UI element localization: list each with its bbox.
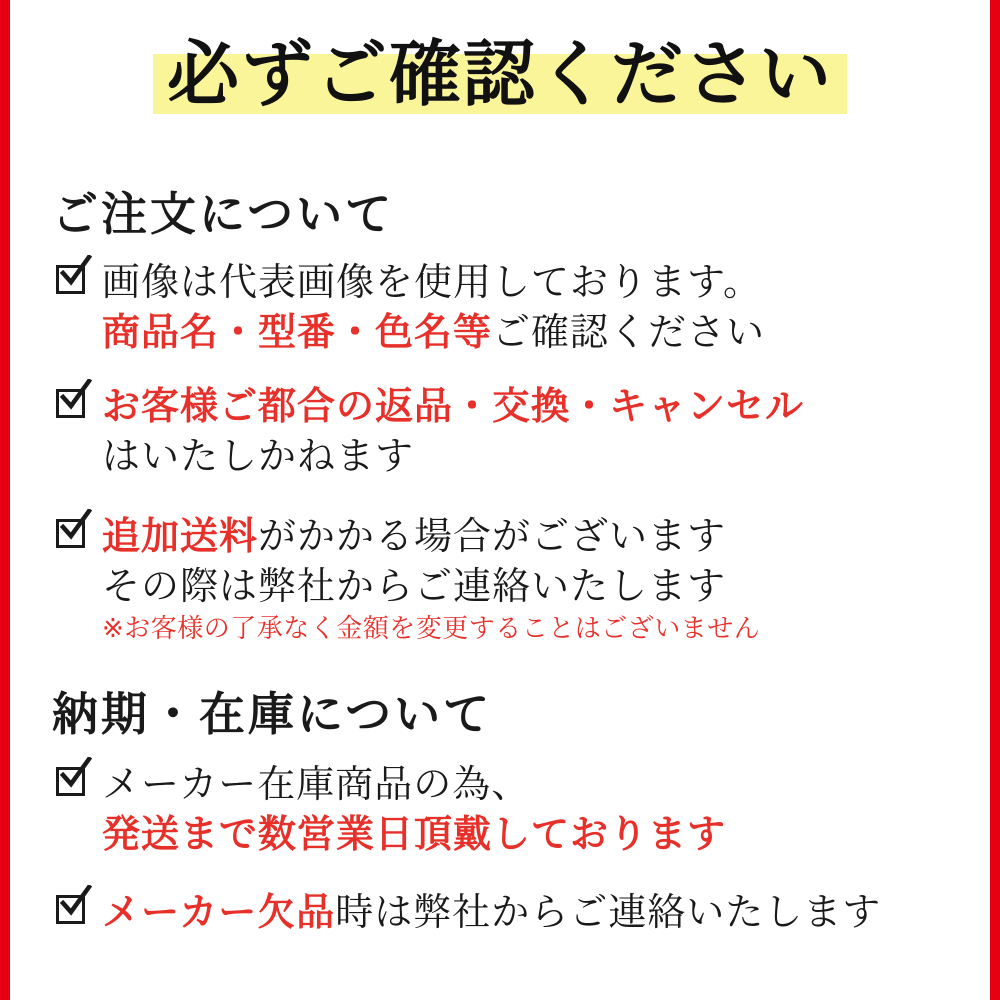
title-inner <box>153 30 847 120</box>
text-run: はいたしかねます <box>102 436 415 479</box>
list-item-lines <box>102 512 974 646</box>
text-run: 画像は代表画像を使用しております。 <box>102 262 762 304</box>
notice-content <box>10 0 990 1000</box>
list-item-line <box>102 888 974 938</box>
page-title-text: 必ずご確認ください <box>166 35 833 115</box>
list-item-line <box>102 760 974 810</box>
list-item-note <box>102 612 974 646</box>
list-item-lines <box>102 888 974 938</box>
text-run-red: 追加送料 <box>102 516 259 558</box>
list-item-line <box>102 512 974 562</box>
checkbox-checked-icon <box>54 262 90 298</box>
text-run-note: ※お客様の了承なく金額を変更することはございません <box>102 613 761 644</box>
checkbox-checked-icon <box>54 892 90 928</box>
list-item-line <box>102 308 974 358</box>
list-item <box>54 760 974 860</box>
text-run: がかかる場合がございます <box>258 516 727 558</box>
text-run: 時は弊社からご連絡いたします <box>335 892 882 934</box>
list-item-line <box>102 258 974 308</box>
text-run-red: メーカー欠品 <box>102 892 336 934</box>
list-item <box>54 888 974 938</box>
list-item <box>54 382 974 482</box>
section-heading-order: ご注文について <box>52 188 395 240</box>
text-run: その際は弊社からご連絡いたします <box>102 566 727 609</box>
text-run-red: 商品名・型番・色名等 <box>102 312 493 355</box>
list-item <box>54 258 974 358</box>
text-run: メーカー在庫商品の為、 <box>102 764 531 806</box>
section-heading-delivery: 納期・在庫について <box>52 688 493 740</box>
list-item-lines <box>102 382 974 482</box>
text-run-red: お客様ご都合の返品・交換・キャンセル <box>102 386 805 428</box>
list-item-lines <box>102 258 974 358</box>
page-title <box>10 30 990 120</box>
list-item <box>54 512 974 646</box>
text-run: ご確認ください <box>492 312 766 355</box>
list-item-lines <box>102 760 974 860</box>
checkbox-checked-icon <box>54 764 90 800</box>
list-item-line <box>102 432 974 482</box>
list-item-line <box>102 382 974 432</box>
list-item-line <box>102 810 974 860</box>
checkbox-checked-icon <box>54 516 90 552</box>
text-run-red: 発送まで数営業日頂戴しております <box>102 814 727 857</box>
list-item-line <box>102 562 974 612</box>
checkbox-checked-icon <box>54 386 90 422</box>
